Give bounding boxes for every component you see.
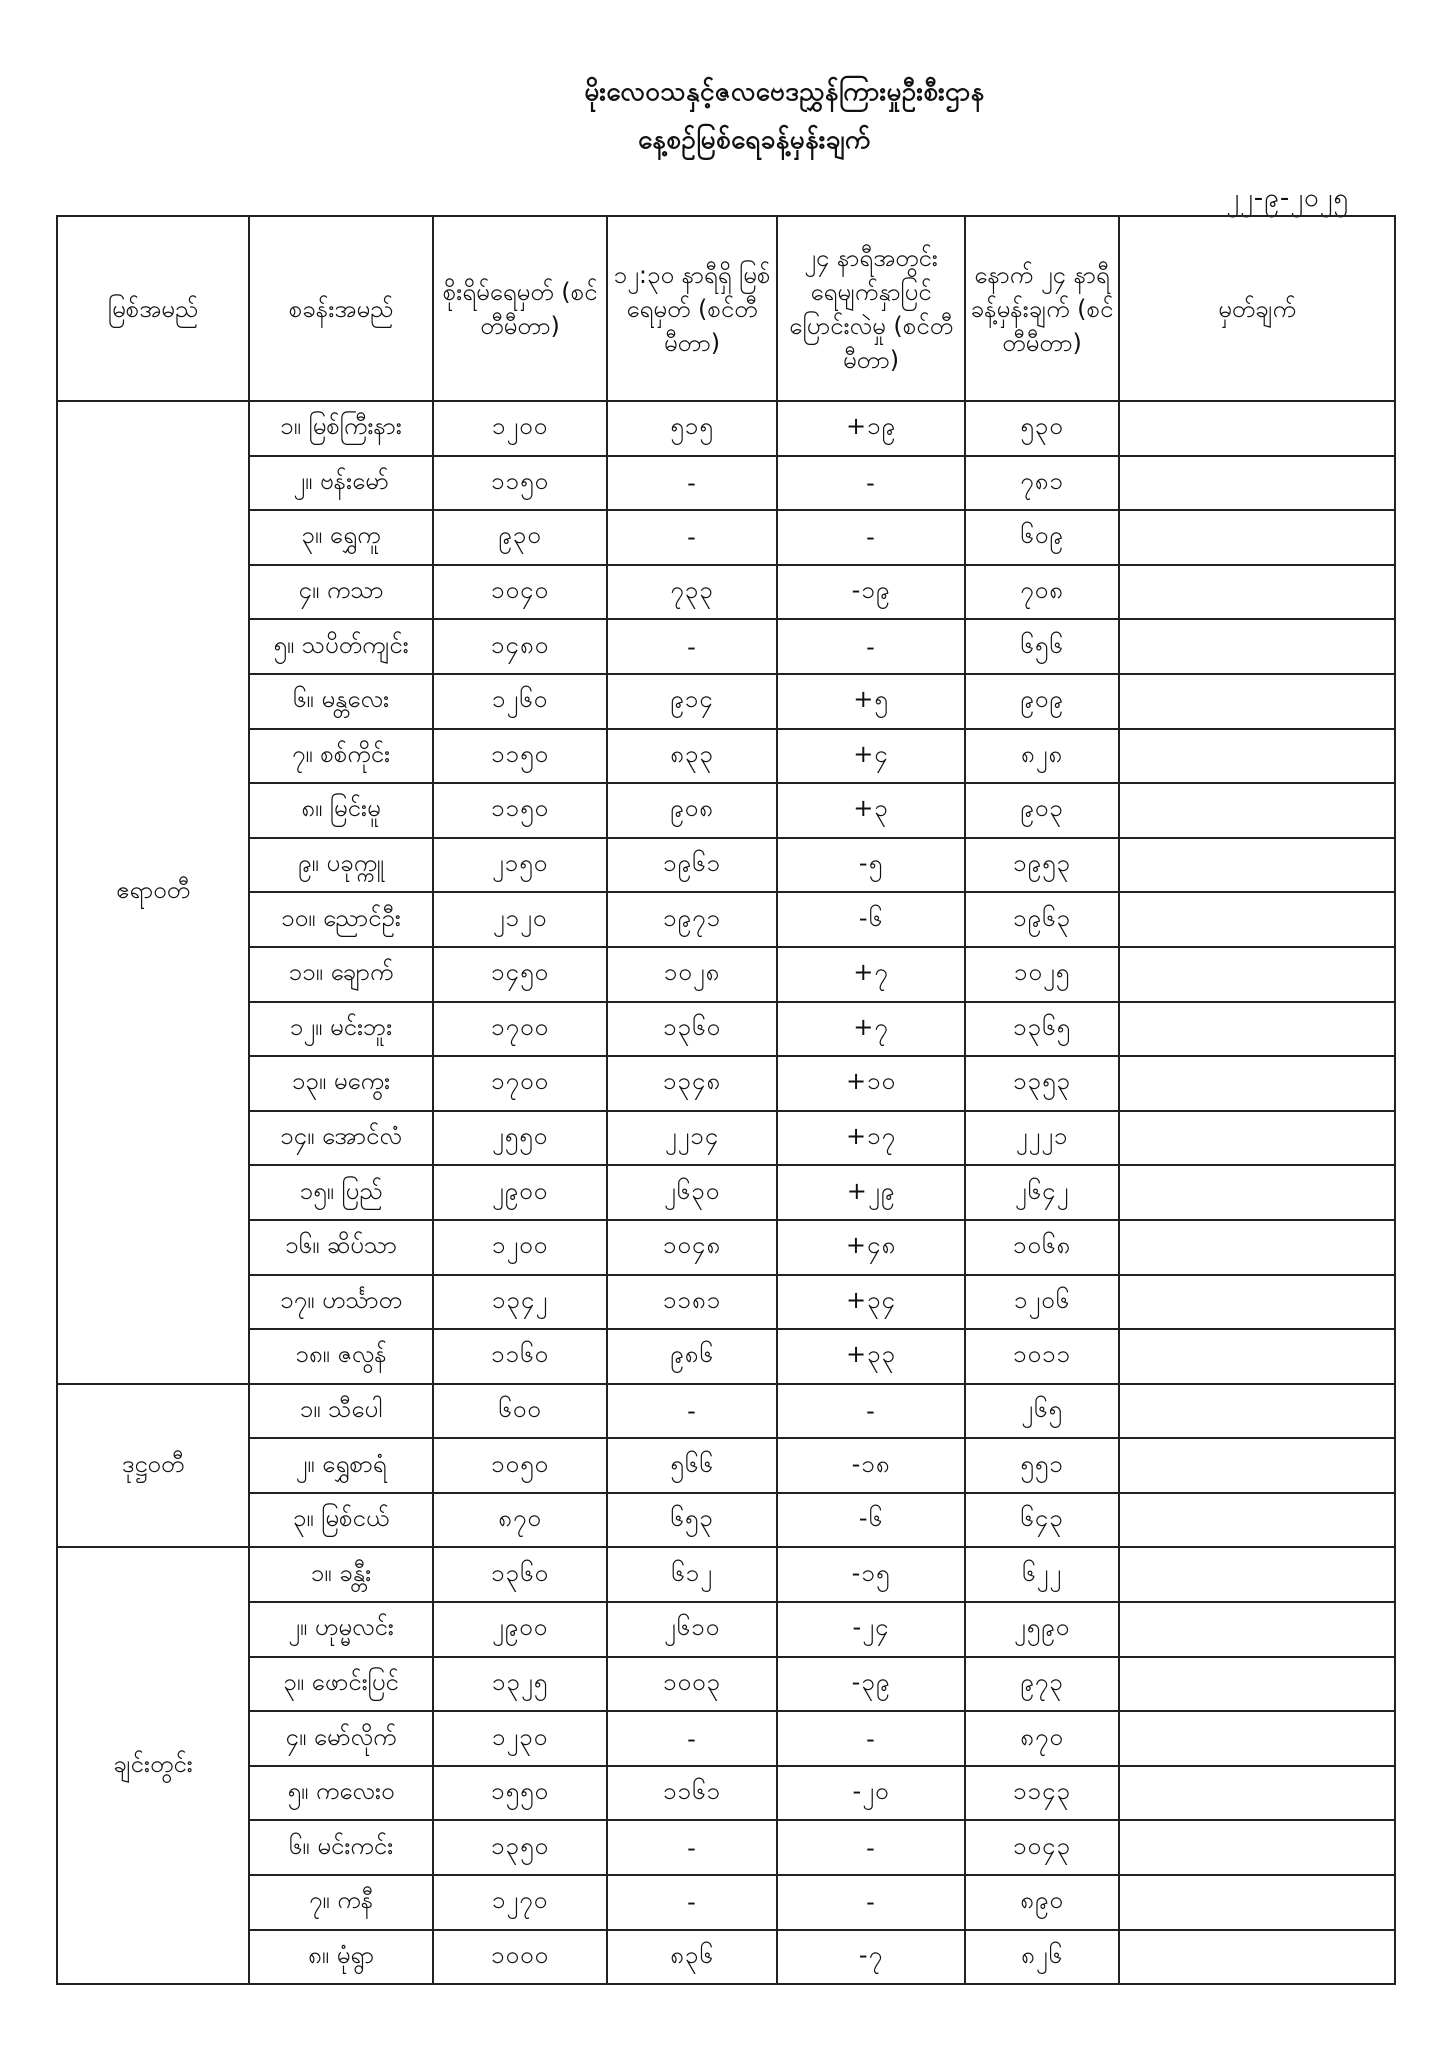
table-row: [57, 1111, 1395, 1166]
remarks-cell: [1119, 1602, 1395, 1657]
table-row: [57, 1275, 1395, 1330]
danger-level-cell: ၂၉၀၀: [433, 1602, 607, 1657]
remarks-cell: [1119, 1329, 1395, 1384]
river-name-cell: ချင်းတွင်း: [57, 1547, 249, 1984]
24h-change-cell: -၁၈: [777, 1438, 965, 1493]
remarks-cell: [1119, 947, 1395, 1002]
forecast-cell: ၂၅၉၀: [965, 1602, 1119, 1657]
danger-level-cell: ၂၁၂၀: [433, 892, 607, 947]
current-level-cell: ၁၃၆၀: [607, 1002, 777, 1057]
header-danger-level: စိုးရိမ်ရေမှတ် (စင်တီမီတာ): [433, 216, 607, 401]
current-level-cell: ၈၃၆: [607, 1930, 777, 1985]
current-level-cell: ၅၆၆: [607, 1438, 777, 1493]
forecast-cell: ၁၀၂၅: [965, 947, 1119, 1002]
forecast-cell: ၁၃၅၃: [965, 1056, 1119, 1111]
remarks-cell: [1119, 456, 1395, 511]
remarks-cell: [1119, 1875, 1395, 1930]
current-level-cell: ၉၀၈: [607, 783, 777, 838]
danger-level-cell: ၁၂၃၀: [433, 1711, 607, 1766]
table-row: [57, 1547, 1395, 1602]
remarks-cell: [1119, 1820, 1395, 1875]
station-name-cell: ၃။ ဖောင်းပြင်: [249, 1657, 433, 1712]
station-name-cell: ၂။ ဟုမ္မလင်း: [249, 1602, 433, 1657]
danger-level-cell: ၉၃၀: [433, 510, 607, 565]
24h-change-cell: +၇: [777, 947, 965, 1002]
danger-level-cell: ၁၀၀၀: [433, 1930, 607, 1985]
24h-change-cell: +၃: [777, 783, 965, 838]
forecast-cell: ၁၀၆၈: [965, 1220, 1119, 1275]
current-level-cell: ၈၃၃: [607, 729, 777, 784]
danger-level-cell: ၁၃၄၂: [433, 1275, 607, 1330]
forecast-cell: ၂၂၂၁: [965, 1111, 1119, 1166]
24h-change-cell: +၃၄: [777, 1275, 965, 1330]
document-title: မိုးလေဝသနှင့်ဇလဗေဒညွှန်ကြားမှုဦးစီးဌာန: [584, 77, 985, 107]
danger-level-cell: ၈၇၀: [433, 1493, 607, 1548]
remarks-cell: [1119, 1111, 1395, 1166]
station-name-cell: ၁၆။ ဆိပ်သာ: [249, 1220, 433, 1275]
table-row: [57, 510, 1395, 565]
forecast-cell: ၆၂၂: [965, 1547, 1119, 1602]
header-remarks: မှတ်ချက်: [1119, 216, 1395, 401]
forecast-cell: ၇၈၁: [965, 456, 1119, 511]
table-row: [57, 1384, 1395, 1439]
24h-change-cell: -၃၉: [777, 1657, 965, 1712]
remarks-cell: [1119, 783, 1395, 838]
remarks-cell: [1119, 1657, 1395, 1712]
station-name-cell: ၁။ သီပေါ: [249, 1384, 433, 1439]
24h-change-cell: -၂၄: [777, 1602, 965, 1657]
danger-level-cell: ၁၂၀၀: [433, 1220, 607, 1275]
current-level-cell: ၁၁၈၁: [607, 1275, 777, 1330]
station-name-cell: ၁၃။ မကွေး: [249, 1056, 433, 1111]
remarks-cell: [1119, 619, 1395, 674]
24h-change-cell: -၆: [777, 1493, 965, 1548]
table-row: [57, 947, 1395, 1002]
river-forecast-table: [56, 215, 1396, 1985]
24h-change-cell: -: [777, 619, 965, 674]
current-level-cell: ၂၆၃၀: [607, 1165, 777, 1220]
document-subtitle: နေ့စဉ်မြစ်ရေခန့်မှန်းချက်: [638, 125, 871, 155]
24h-change-cell: -၁၅: [777, 1547, 965, 1602]
station-name-cell: ၃။ ရွှေကူ: [249, 510, 433, 565]
danger-level-cell: ၁၀၅၀: [433, 1438, 607, 1493]
table-row: [57, 729, 1395, 784]
forecast-cell: ၉၀၃: [965, 783, 1119, 838]
forecast-cell: ၆၅၆: [965, 619, 1119, 674]
24h-change-cell: +၃၃: [777, 1329, 965, 1384]
header-station-name: စခန်းအမည်: [249, 216, 433, 401]
remarks-cell: [1119, 1220, 1395, 1275]
forecast-cell: ၂၆၅: [965, 1384, 1119, 1439]
table-row: [57, 401, 1395, 456]
table-header-row: [57, 216, 1395, 401]
current-level-cell: -: [607, 1875, 777, 1930]
remarks-cell: [1119, 1766, 1395, 1821]
table-row: [57, 1493, 1395, 1548]
remarks-cell: [1119, 1930, 1395, 1985]
forecast-cell: ၈၉၀: [965, 1875, 1119, 1930]
remarks-cell: [1119, 674, 1395, 729]
danger-level-cell: ၁၁၅၀: [433, 729, 607, 784]
current-level-cell: -: [607, 1711, 777, 1766]
forecast-cell: ၆၀၉: [965, 510, 1119, 565]
table-row: [57, 783, 1395, 838]
station-name-cell: ၅။ ကလေးဝ: [249, 1766, 433, 1821]
station-name-cell: ၁။ ခန္တီး: [249, 1547, 433, 1602]
current-level-cell: ၁၀၄၈: [607, 1220, 777, 1275]
remarks-cell: [1119, 1165, 1395, 1220]
forecast-cell: ၂၆၄၂: [965, 1165, 1119, 1220]
current-level-cell: -: [607, 510, 777, 565]
danger-level-cell: ၁၀၄၀: [433, 565, 607, 620]
report-date: ၂၂-၉-၂၀၂၅: [1226, 183, 1349, 213]
station-name-cell: ၇။ ကနီ: [249, 1875, 433, 1930]
current-level-cell: ၁၉၆၁: [607, 838, 777, 893]
forecast-cell: ၁၂၀၆: [965, 1275, 1119, 1330]
24h-change-cell: -: [777, 1875, 965, 1930]
forecast-cell: ၈၂၆: [965, 1930, 1119, 1985]
table-row: [57, 1711, 1395, 1766]
danger-level-cell: ၆၀၀: [433, 1384, 607, 1439]
current-level-cell: ၁၀၀၃: [607, 1657, 777, 1712]
station-name-cell: ၆။ မန္တလေး: [249, 674, 433, 729]
24h-change-cell: -: [777, 510, 965, 565]
station-name-cell: ၈။ မြင်းမူ: [249, 783, 433, 838]
forecast-cell: ၁၀၁၁: [965, 1329, 1119, 1384]
remarks-cell: [1119, 838, 1395, 893]
remarks-cell: [1119, 1275, 1395, 1330]
forecast-cell: ၁၁၄၃: [965, 1766, 1119, 1821]
station-name-cell: ၁၀။ ညောင်ဦး: [249, 892, 433, 947]
remarks-cell: [1119, 729, 1395, 784]
24h-change-cell: -: [777, 1820, 965, 1875]
station-name-cell: ၁၇။ ဟင်္သာတ: [249, 1275, 433, 1330]
current-level-cell: ၆၁၂: [607, 1547, 777, 1602]
table-row: [57, 838, 1395, 893]
table-body: [57, 401, 1395, 1984]
24h-change-cell: +၁၉: [777, 401, 965, 456]
station-name-cell: ၂။ ဗန်းမော်: [249, 456, 433, 511]
danger-level-cell: ၂၉၀၀: [433, 1165, 607, 1220]
current-level-cell: -: [607, 1384, 777, 1439]
current-level-cell: -: [607, 619, 777, 674]
table-row: [57, 1602, 1395, 1657]
table-row: [57, 892, 1395, 947]
danger-level-cell: ၁၂၇၀: [433, 1875, 607, 1930]
header-24h-change: ၂၄ နာရီအတွင်း ရေမျက်နှာပြင် ပြောင်းလဲမှု (စင်တီမီတာ): [777, 216, 965, 401]
forecast-cell: ၅၃၀: [965, 401, 1119, 456]
remarks-cell: [1119, 1002, 1395, 1057]
danger-level-cell: ၁၂၀၀: [433, 401, 607, 456]
station-name-cell: ၄။ ကသာ: [249, 565, 433, 620]
24h-change-cell: -: [777, 1384, 965, 1439]
station-name-cell: ၁၅။ ပြည်: [249, 1165, 433, 1220]
current-level-cell: ၉၁၄: [607, 674, 777, 729]
station-name-cell: ၁၂။ မင်းဘူး: [249, 1002, 433, 1057]
forecast-cell: ၅၅၁: [965, 1438, 1119, 1493]
table-row: [57, 1875, 1395, 1930]
24h-change-cell: +၁၀: [777, 1056, 965, 1111]
table-row: [57, 565, 1395, 620]
current-level-cell: ၁၃၄၈: [607, 1056, 777, 1111]
danger-level-cell: ၂၅၅၀: [433, 1111, 607, 1166]
current-level-cell: ၁၀၂၈: [607, 947, 777, 1002]
remarks-cell: [1119, 1384, 1395, 1439]
table-row: [57, 1329, 1395, 1384]
table-row: [57, 674, 1395, 729]
forecast-cell: ၁၉၅၃: [965, 838, 1119, 893]
remarks-cell: [1119, 1056, 1395, 1111]
danger-level-cell: ၁၂၆၀: [433, 674, 607, 729]
table-row: [57, 1220, 1395, 1275]
remarks-cell: [1119, 1547, 1395, 1602]
station-name-cell: ၁၁။ ချောက်: [249, 947, 433, 1002]
current-level-cell: ၁၁၆၁: [607, 1766, 777, 1821]
24h-change-cell: -၂၀: [777, 1766, 965, 1821]
24h-change-cell: -၆: [777, 892, 965, 947]
station-name-cell: ၈။ မုံရွာ: [249, 1930, 433, 1985]
forecast-cell: ၆၄၃: [965, 1493, 1119, 1548]
station-name-cell: ၁၄။ အောင်လံ: [249, 1111, 433, 1166]
station-name-cell: ၇။ စစ်ကိုင်း: [249, 729, 433, 784]
table-row: [57, 619, 1395, 674]
remarks-cell: [1119, 892, 1395, 947]
24h-change-cell: -၇: [777, 1930, 965, 1985]
forecast-cell: ၉၀၉: [965, 674, 1119, 729]
table-row: [57, 1002, 1395, 1057]
danger-level-cell: ၁၃၅၀: [433, 1820, 607, 1875]
table-row: [57, 1165, 1395, 1220]
table-row: [57, 456, 1395, 511]
header-current-level: ၁၂:၃၀ နာရီရှိ မြစ်ရေမှတ် (စင်တီမီတာ): [607, 216, 777, 401]
danger-level-cell: ၁၁၅၀: [433, 783, 607, 838]
header-24h-forecast: နောက် ၂၄ နာရီ ခန့်မှန်းချက် (စင်တီမီတာ): [965, 216, 1119, 401]
danger-level-cell: ၁၁၅၀: [433, 456, 607, 511]
danger-level-cell: ၁၄၈၀: [433, 619, 607, 674]
danger-level-cell: ၁၇၀၀: [433, 1056, 607, 1111]
24h-change-cell: +၇: [777, 1002, 965, 1057]
current-level-cell: ၅၁၅: [607, 401, 777, 456]
danger-level-cell: ၂၁၅၀: [433, 838, 607, 893]
remarks-cell: [1119, 510, 1395, 565]
current-level-cell: ၆၅၃: [607, 1493, 777, 1548]
24h-change-cell: -၅: [777, 838, 965, 893]
forecast-cell: ၁၃၆၅: [965, 1002, 1119, 1057]
current-level-cell: ၉၈၆: [607, 1329, 777, 1384]
24h-change-cell: +၅: [777, 674, 965, 729]
24h-change-cell: +၄: [777, 729, 965, 784]
current-level-cell: -: [607, 456, 777, 511]
current-level-cell: ၇၃၃: [607, 565, 777, 620]
station-name-cell: ၄။ မော်လိုက်: [249, 1711, 433, 1766]
station-name-cell: ၃။ မြစ်ငယ်: [249, 1493, 433, 1548]
river-name-cell: ဧရာဝတီ: [57, 401, 249, 1384]
forecast-cell: ၇၀၈: [965, 565, 1119, 620]
24h-change-cell: -: [777, 456, 965, 511]
station-name-cell: ၉။ ပခုက္ကူ: [249, 838, 433, 893]
table-row: [57, 1056, 1395, 1111]
current-level-cell: ၁၉၇၁: [607, 892, 777, 947]
station-name-cell: ၂။ ရွှေစာရံ: [249, 1438, 433, 1493]
danger-level-cell: ၁၃၂၅: [433, 1657, 607, 1712]
24h-change-cell: +၂၉: [777, 1165, 965, 1220]
remarks-cell: [1119, 401, 1395, 456]
station-name-cell: ၁။ မြစ်ကြီးနား: [249, 401, 433, 456]
danger-level-cell: ၁၇၀၀: [433, 1002, 607, 1057]
danger-level-cell: ၁၁၆၀: [433, 1329, 607, 1384]
forecast-cell: ၈၇၀: [965, 1711, 1119, 1766]
station-name-cell: ၁၈။ ဇလွန်: [249, 1329, 433, 1384]
current-level-cell: ၂၆၁၀: [607, 1602, 777, 1657]
remarks-cell: [1119, 1438, 1395, 1493]
station-name-cell: ၆။ မင်းကင်း: [249, 1820, 433, 1875]
header-river-name: မြစ်အမည်: [57, 216, 249, 401]
forecast-cell: ၈၂၈: [965, 729, 1119, 784]
24h-change-cell: -၁၉: [777, 565, 965, 620]
24h-change-cell: +၁၇: [777, 1111, 965, 1166]
forecast-cell: ၉၇၃: [965, 1657, 1119, 1712]
danger-level-cell: ၁၃၆၀: [433, 1547, 607, 1602]
forecast-cell: ၁၀၄၃: [965, 1820, 1119, 1875]
river-name-cell: ဒုဋ္ဌဝတီ: [57, 1384, 249, 1548]
danger-level-cell: ၁၄၅၀: [433, 947, 607, 1002]
current-level-cell: ၂၂၁၄: [607, 1111, 777, 1166]
remarks-cell: [1119, 1711, 1395, 1766]
danger-level-cell: ၁၅၅၀: [433, 1766, 607, 1821]
table-row: [57, 1930, 1395, 1985]
table-row: [57, 1766, 1395, 1821]
station-name-cell: ၅။ သပိတ်ကျင်း: [249, 619, 433, 674]
current-level-cell: -: [607, 1820, 777, 1875]
24h-change-cell: -: [777, 1711, 965, 1766]
24h-change-cell: +၄၈: [777, 1220, 965, 1275]
table-row: [57, 1820, 1395, 1875]
forecast-cell: ၁၉၆၃: [965, 892, 1119, 947]
table-row: [57, 1438, 1395, 1493]
remarks-cell: [1119, 565, 1395, 620]
remarks-cell: [1119, 1493, 1395, 1548]
table-row: [57, 1657, 1395, 1712]
